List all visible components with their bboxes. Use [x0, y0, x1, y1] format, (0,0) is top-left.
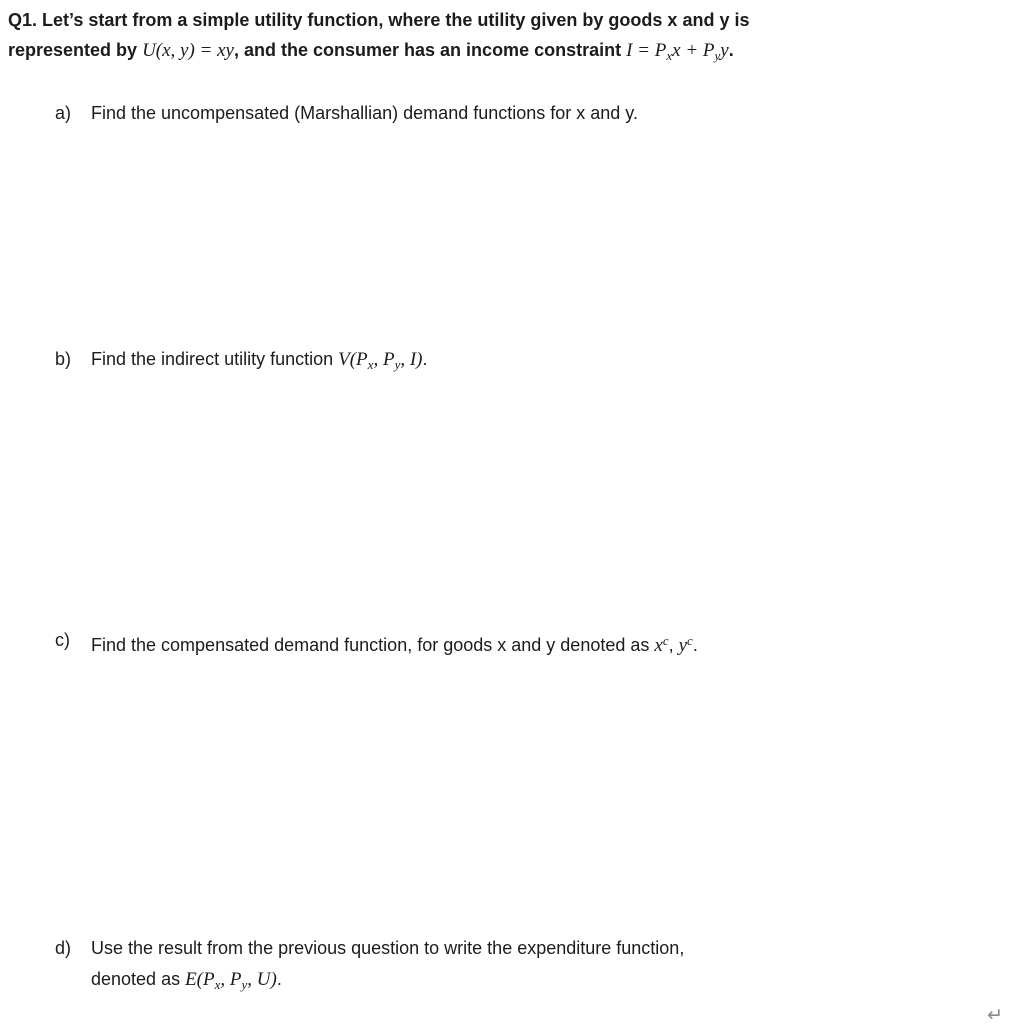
question-intro: Q1. Let’s start from a simple utility function, where the utility given by goods x and y is represented by U(x, y) = xy, and the consumer has an income constraint $I = P_xx + P_yy$. [8, 10, 750, 63]
question-item-c [55, 625, 995, 661]
question-item-a [55, 98, 995, 129]
item-text-c: Find the compensated demand function, for goods x and y denoted as $x^c$, $y^c$. [91, 633, 698, 656]
item-text-d: Use the result from the previous question to write the expenditure function, denoted as $E(P_x$, $P_y$, U). [91, 938, 685, 992]
item-label-d: d) [55, 938, 72, 958]
item-label-c: c) [55, 630, 70, 650]
item-text-b: Find the indirect utility function $V(P_x$, $P_y$, I). [91, 349, 428, 372]
question-item-d [55, 933, 995, 1000]
item-label-a: a) [55, 103, 72, 123]
item-label-b: b) [55, 349, 72, 369]
question-item-b [55, 344, 995, 380]
paragraph-return-icon: ↵ [987, 1004, 1003, 1026]
item-text-a: Find the uncompensated (Marshallian) demand functions for x and y. [91, 103, 638, 123]
